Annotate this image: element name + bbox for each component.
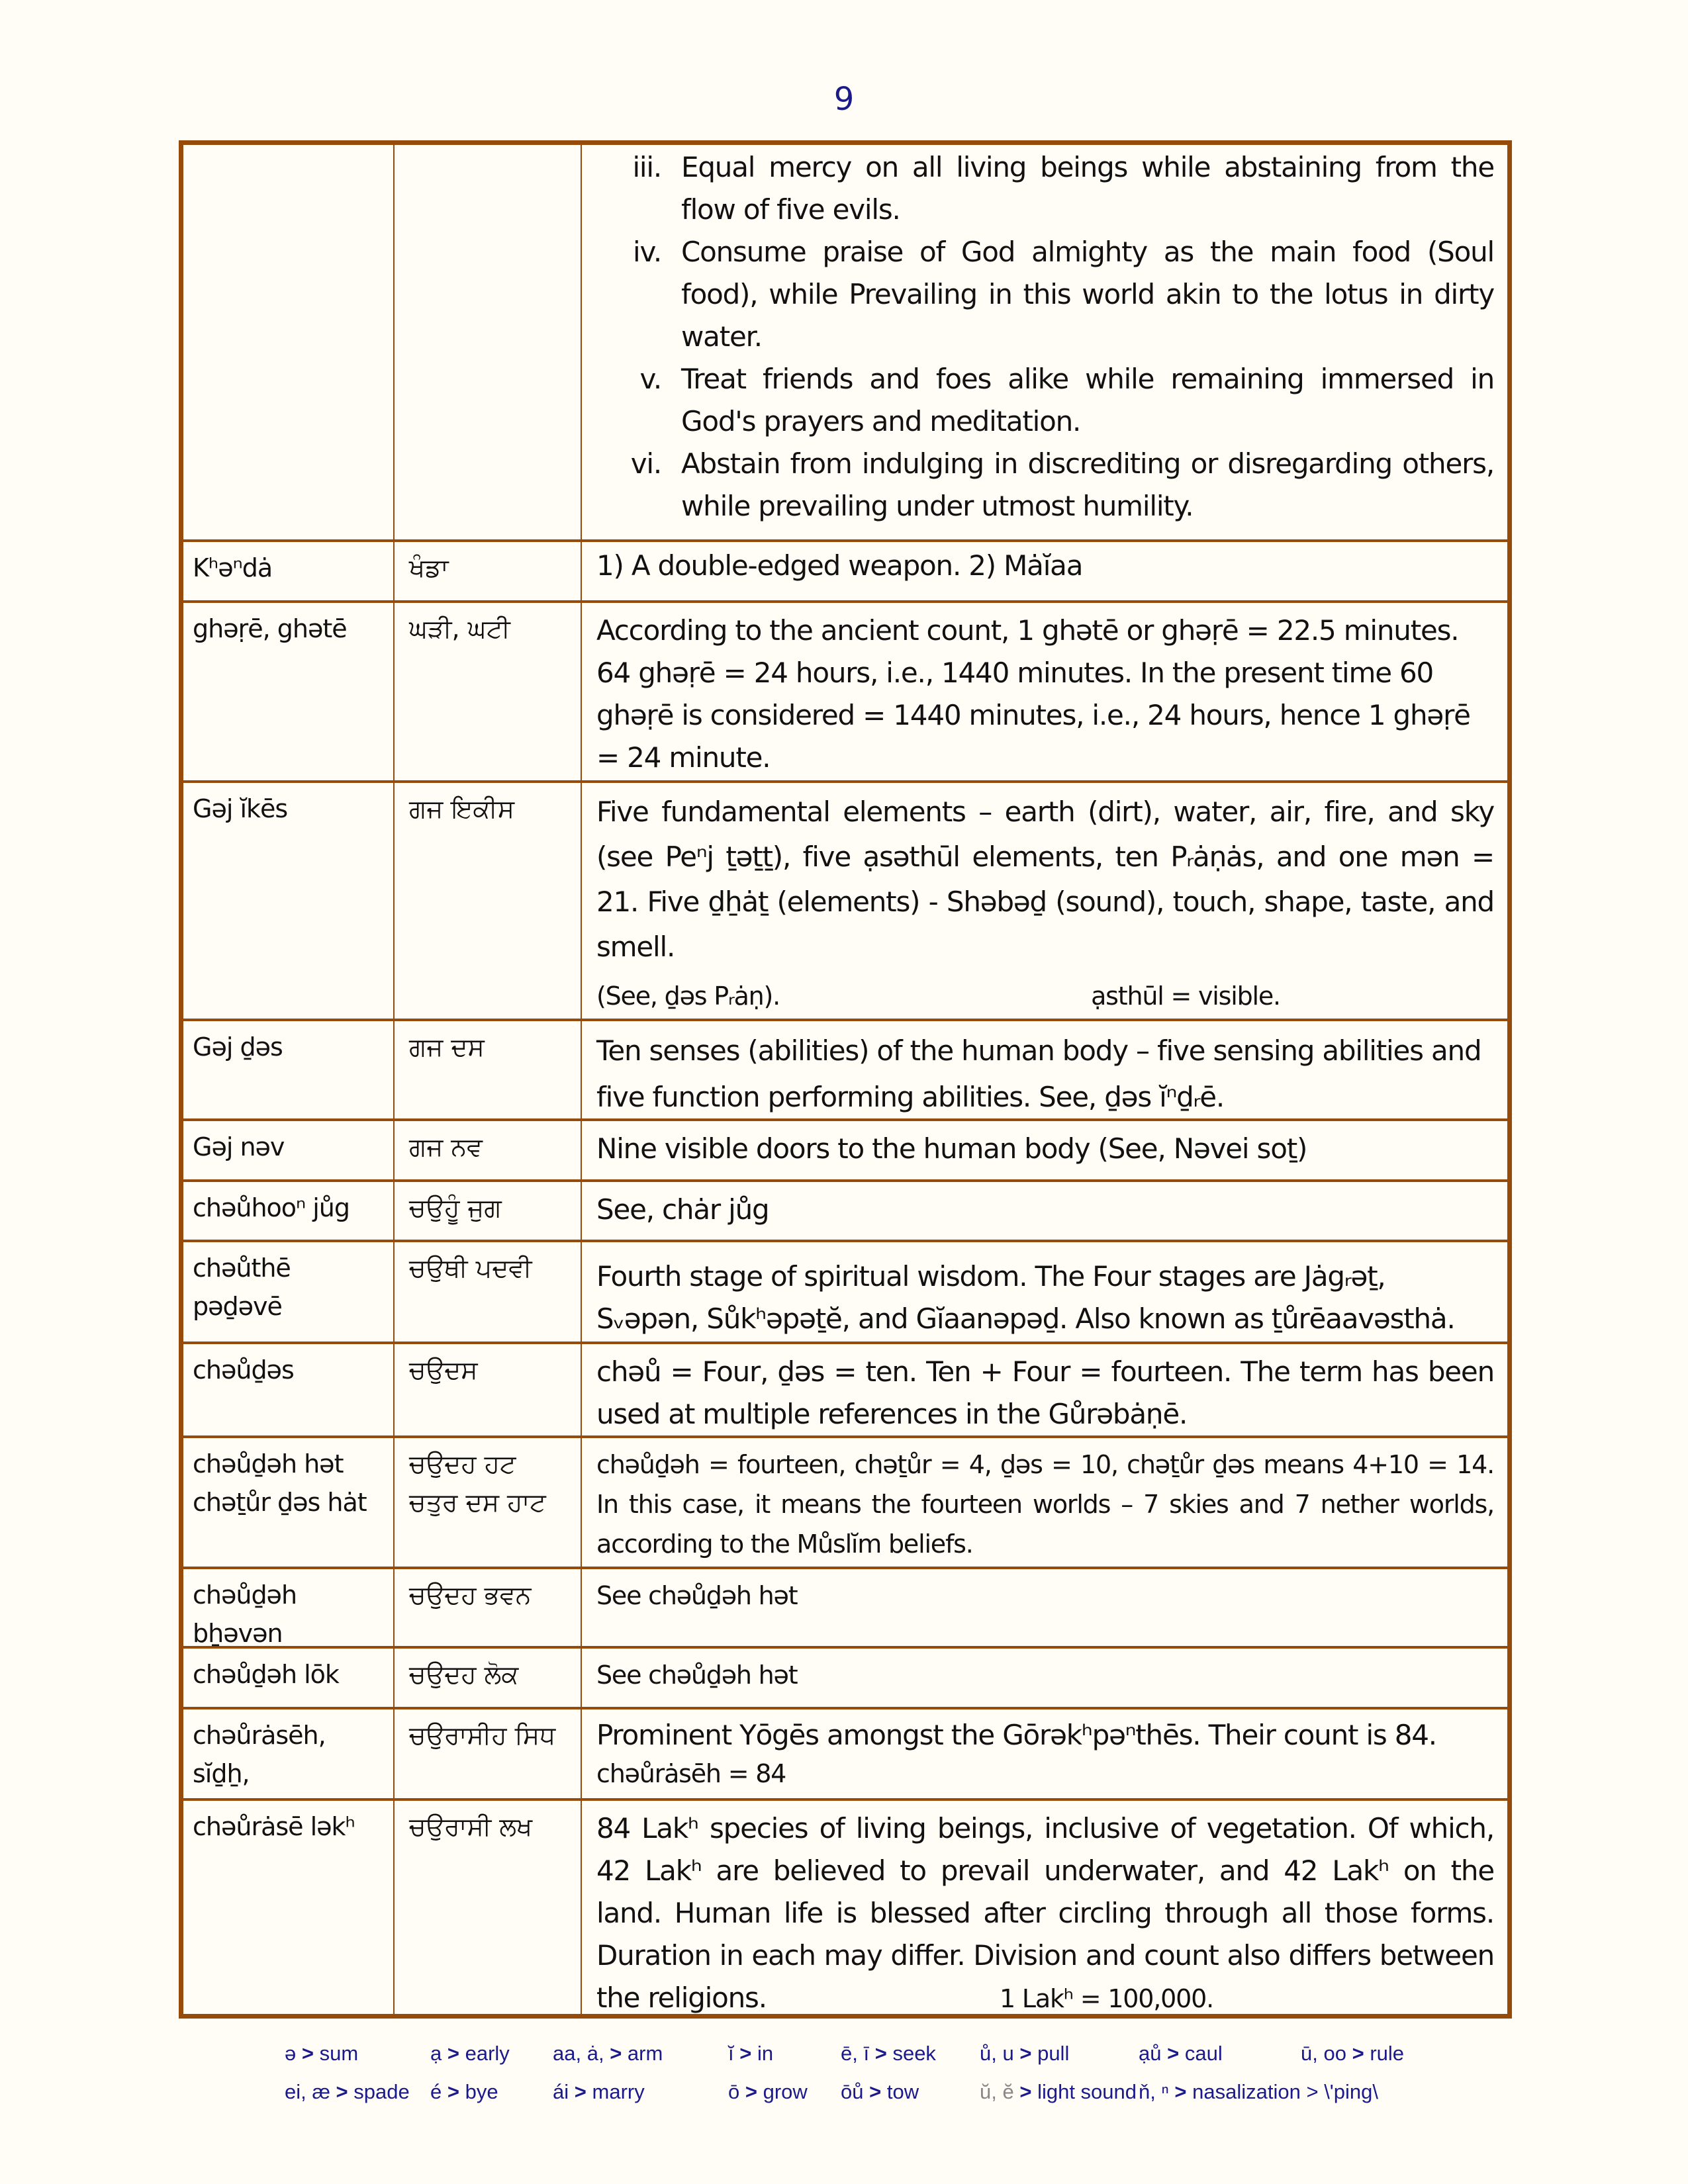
definition-cell: See chəůḏəh hət bbox=[596, 1581, 798, 1610]
legend-item: ə > sum bbox=[285, 2042, 359, 2065]
definition-cell bbox=[582, 145, 1507, 539]
definition-note: chəůrȧsēh = 84 bbox=[596, 1759, 786, 1788]
glossary-table bbox=[179, 140, 1512, 2019]
gurmukhi-cell: ਚਉਦਹ ਭਵਨ bbox=[395, 1569, 582, 1646]
gurmukhi-cell: ਚਉਹੂੰ ਜੁਗ bbox=[395, 1182, 582, 1240]
legend-item: ei, æ > spade bbox=[285, 2080, 410, 2103]
definition-cell: Ten senses (abilities) of the human body – five sensing abilities and five function performing abilities. See, ḏəs ĭⁿḏᵣē. bbox=[596, 1034, 1481, 1113]
table-row bbox=[183, 1240, 1507, 1342]
term-cell: chəůḏəh bẖəvən bbox=[183, 1569, 395, 1646]
gurmukhi-cell: ਗਜ ਇਕੀਸ bbox=[395, 783, 582, 1019]
term-cell: chəůthē pəḏəvē bbox=[183, 1242, 395, 1342]
definition-note: 1 Lakʰ = 100,000. bbox=[1000, 1984, 1213, 2013]
legend-item: aa, ȧ, > arm bbox=[553, 2042, 663, 2065]
page-number: 9 bbox=[833, 81, 855, 118]
legend-item: é > bye bbox=[430, 2080, 498, 2103]
legend-item: ů, u > pull bbox=[980, 2042, 1070, 2065]
gurmukhi-cell: ਚਉਦਹ ਹਟ ਚਤੁਰ ਦਸ ਹਾਟ bbox=[395, 1438, 582, 1567]
gurmukhi-cell: ਚਉਦਹ ਲੋਕ bbox=[395, 1649, 582, 1707]
table-row-continued bbox=[183, 145, 1507, 539]
table-row bbox=[183, 1342, 1507, 1435]
term-cell: chəůḏəh hət chəṯůr ḏəs hȧt bbox=[183, 1438, 395, 1567]
gurmukhi-cell: ਚਉਰਾਸੀਹ ਸਿਧ bbox=[395, 1709, 582, 1798]
gurmukhi-cell: ਗਜ ਨਵ bbox=[395, 1121, 582, 1179]
gurmukhi-cell: ਚਉਰਾਸੀ ਲਖ bbox=[395, 1801, 582, 2014]
table-row bbox=[183, 1435, 1507, 1567]
definition-note: (See, ḏəs Pᵣȧṇ). ạsthūl = visible. bbox=[596, 981, 1280, 1011]
term-cell: Gəj ĭkēs bbox=[183, 783, 395, 1019]
list-item: iii. Equal mercy on all living beings while abstaining from the flow of five evils. bbox=[632, 151, 1494, 226]
definition-text: Prominent Yōgēs amongst the Gōrəkʰpəⁿthēs. Their count is 84. bbox=[596, 1719, 1436, 1751]
definition-cell: chəů = Four, ḏəs = ten. Ten + Four = fourteen. The term has been used at multiple references in the Gůrəbȧṇē. bbox=[596, 1355, 1494, 1430]
table-row bbox=[183, 1567, 1507, 1646]
definition-cell: Nine visible doors to the human body (See, Nəvei soṯ) bbox=[596, 1132, 1307, 1165]
list-item: iv. Consume praise of God almighty as the main food (Soul food), while Prevailing in this world akin to the lotus in dirty water. bbox=[632, 236, 1494, 353]
legend-item: ō > grow bbox=[728, 2080, 808, 2103]
term-cell: chəůḏəs bbox=[183, 1344, 395, 1435]
legend-item: ạ > early bbox=[430, 2042, 510, 2065]
gurmukhi-cell: ਚਉਥੀ ਪਦਵੀ bbox=[395, 1242, 582, 1342]
legend-item: ň, ⁿ > nasalization > \'ping\ bbox=[1139, 2080, 1378, 2103]
table-row bbox=[183, 600, 1507, 780]
legend-row-2 bbox=[285, 2080, 1404, 2118]
legend-row-1 bbox=[285, 2042, 1404, 2080]
definition-text: 84 Lakʰ species of living beings, inclusive of vegetation. Of which, 42 Lakʰ are believed to prevail underwater, and 42 Lakʰ on the land. Human life is blessed after circling through all those forms. Duration in each may differ. Division and count also differs between the religions. bbox=[596, 1812, 1494, 2014]
legend-item: ái > marry bbox=[553, 2080, 645, 2103]
term-cell: Gəj ḏəs bbox=[183, 1021, 395, 1118]
table-row bbox=[183, 1118, 1507, 1179]
term-cell: chəůrȧsē ləkʰ bbox=[183, 1801, 395, 2014]
list-item: v. Treat friends and foes alike while remaining immersed in God's prayers and meditation. bbox=[639, 363, 1494, 437]
pronunciation-legend bbox=[285, 2042, 1404, 2118]
term-cell: Gəj nəv bbox=[183, 1121, 395, 1179]
definition-cell: See chəůḏəh hət bbox=[596, 1661, 798, 1690]
definition-cell bbox=[582, 1709, 1507, 1798]
legend-item: ū, oo > rule bbox=[1301, 2042, 1405, 2065]
term-cell: chəůhooⁿ jůg bbox=[183, 1182, 395, 1240]
table-row bbox=[183, 1179, 1507, 1240]
table-row bbox=[183, 1019, 1507, 1118]
definition-text: Five fundamental elements – earth (dirt), water, air, fire, and sky (see Peⁿj ṯəṯṯ), five ạsəthūl elements, ten Pᵣȧṇȧs, and one mən = 21. Five ḏẖȧṯ (elements) - Shəbəḏ (sound), touch, shape, taste, and smell. bbox=[596, 796, 1494, 963]
legend-item: ōů > tow bbox=[841, 2080, 919, 2103]
gurmukhi-cell: ਘੜੀ, ਘਟੀ bbox=[395, 603, 582, 780]
gurmukhi-cell: ਖੰਡਾ bbox=[395, 542, 582, 600]
table-row bbox=[183, 1707, 1507, 1798]
term-cell: chəůrȧsēh, sĭḏẖ, bbox=[183, 1709, 395, 1798]
definition-cell bbox=[582, 783, 1507, 1019]
legend-item: ē, ī > seek bbox=[841, 2042, 936, 2065]
table-row bbox=[183, 780, 1507, 1019]
term-cell: ghəṛē, ghətē bbox=[183, 603, 395, 780]
definition-cell: chəůḏəh = fourteen, chəṯůr = 4, ḏəs = 10, chəṯůr ḏəs means 4+10 = 14. In this case, it means the fourteen worlds – 7 skies and 7 nether worlds, according to the Můslĭm beliefs. bbox=[596, 1450, 1494, 1559]
definition-cell: Fourth stage of spiritual wisdom. The Four stages are Jȧgᵣəṯ, Sᵥəpən, Sůkʰəpəṯĕ, and Gĭaanəpəḏ. Also known as ṯůrēaavəsthȧ. bbox=[596, 1260, 1455, 1335]
gurmukhi-cell: ਗਜ ਦਸ bbox=[395, 1021, 582, 1118]
definition-cell: According to the ancient count, 1 ghətē or ghəṛē = 22.5 minutes. 64 ghəṛē = 24 hours, i.e., 1440 minutes. In the present time 60 ghəṛē is considered = 1440 minutes, i.e., 24 hours, hence 1 ghəṛē = 24 minute. bbox=[596, 614, 1470, 774]
gurmukhi-cell: ਚਉਦਸ bbox=[395, 1344, 582, 1435]
numbered-list bbox=[596, 146, 1494, 527]
table-row bbox=[183, 1798, 1507, 2014]
table-row bbox=[183, 1646, 1507, 1707]
legend-item: ĭ > in bbox=[728, 2042, 774, 2065]
definition-cell: See, chȧr jůg bbox=[596, 1193, 769, 1226]
legend-item: ạů > caul bbox=[1139, 2042, 1223, 2065]
gurmukhi-cell bbox=[395, 145, 582, 539]
term-cell: chəůḏəh lōk bbox=[183, 1649, 395, 1707]
table-row bbox=[183, 539, 1507, 600]
term-cell bbox=[183, 145, 395, 539]
list-item: vi. Abstain from indulging in discrediting or disregarding others, while prevailing under utmost humility. bbox=[630, 447, 1494, 522]
definition-cell: 1) A double-edged weapon. 2) Mȧĭaa bbox=[596, 549, 1083, 582]
definition-cell bbox=[582, 1801, 1507, 2014]
term-cell: Kʰəⁿdȧ bbox=[183, 542, 395, 600]
legend-item: ŭ, ĕ > light sound bbox=[980, 2080, 1137, 2103]
